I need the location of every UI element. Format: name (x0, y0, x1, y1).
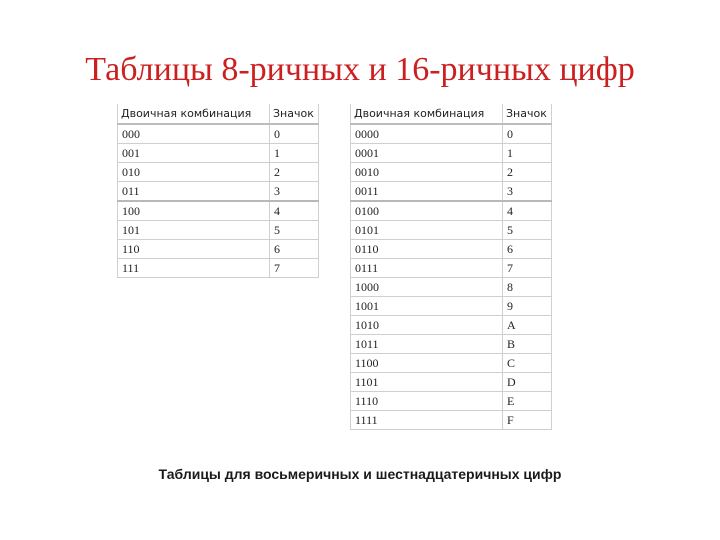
table-row (118, 182, 319, 202)
binary-code-cell: 1011 (351, 335, 503, 354)
table-row (118, 124, 319, 144)
column-header-symbol: Значок (270, 104, 319, 124)
binary-code-cell: 0111 (351, 259, 503, 278)
table-row (351, 163, 552, 182)
table-row (118, 259, 319, 278)
table-header-row (351, 104, 552, 124)
digit-symbol-cell: 4 (270, 201, 319, 221)
digit-symbol-cell: 3 (503, 182, 552, 202)
table-row (351, 411, 552, 430)
binary-code-cell: 0011 (351, 182, 503, 202)
digit-symbol-cell: E (503, 392, 552, 411)
binary-code-cell: 0010 (351, 163, 503, 182)
binary-code-cell: 011 (118, 182, 270, 202)
binary-code-cell: 1101 (351, 373, 503, 392)
binary-code-cell: 0001 (351, 144, 503, 163)
table-row (351, 259, 552, 278)
octal-digits-table (117, 104, 319, 278)
binary-code-cell: 000 (118, 124, 270, 144)
table-row (351, 316, 552, 335)
digit-symbol-cell: 7 (270, 259, 319, 278)
table-row (351, 221, 552, 240)
column-header-binary: Двоичная комбинация (351, 104, 503, 124)
table-row (351, 124, 552, 144)
digit-symbol-cell: 0 (503, 124, 552, 144)
table-row (351, 278, 552, 297)
table-body (351, 124, 552, 430)
digit-symbol-cell: 2 (270, 163, 319, 182)
digit-symbol-cell: 9 (503, 297, 552, 316)
binary-code-cell: 1001 (351, 297, 503, 316)
table-row (351, 144, 552, 163)
digit-symbol-cell: F (503, 411, 552, 430)
binary-code-cell: 1111 (351, 411, 503, 430)
table-row (351, 201, 552, 221)
table-row (351, 392, 552, 411)
digit-symbol-cell: 3 (270, 182, 319, 202)
binary-code-cell: 111 (118, 259, 270, 278)
table-row (351, 335, 552, 354)
digit-symbol-cell: D (503, 373, 552, 392)
table-row (351, 240, 552, 259)
hex-digits-table (350, 104, 552, 430)
digit-symbol-cell: 6 (270, 240, 319, 259)
digit-symbol-cell: C (503, 354, 552, 373)
binary-code-cell: 010 (118, 163, 270, 182)
digit-symbol-cell: 7 (503, 259, 552, 278)
digit-symbol-cell: 8 (503, 278, 552, 297)
column-header-symbol: Значок (503, 104, 552, 124)
binary-code-cell: 0100 (351, 201, 503, 221)
table-row (351, 354, 552, 373)
binary-code-cell: 1000 (351, 278, 503, 297)
binary-code-cell: 1100 (351, 354, 503, 373)
column-header-binary: Двоичная комбинация (118, 104, 270, 124)
digit-symbol-cell: 1 (270, 144, 319, 163)
binary-code-cell: 1110 (351, 392, 503, 411)
binary-code-cell: 110 (118, 240, 270, 259)
table-row (118, 221, 319, 240)
digit-symbol-cell: 2 (503, 163, 552, 182)
table-row (118, 201, 319, 221)
digit-symbol-cell: 5 (270, 221, 319, 240)
digit-symbol-cell: A (503, 316, 552, 335)
table-row (118, 240, 319, 259)
table-row (351, 373, 552, 392)
table-row (351, 182, 552, 202)
table-body (118, 124, 319, 278)
digit-symbol-cell: 4 (503, 201, 552, 221)
binary-code-cell: 001 (118, 144, 270, 163)
digit-symbol-cell: 0 (270, 124, 319, 144)
binary-code-cell: 1010 (351, 316, 503, 335)
digit-symbol-cell: B (503, 335, 552, 354)
binary-code-cell: 101 (118, 221, 270, 240)
binary-code-cell: 100 (118, 201, 270, 221)
digit-symbol-cell: 1 (503, 144, 552, 163)
digit-symbol-cell: 5 (503, 221, 552, 240)
figure-caption: Таблицы для восьмеричных и шестнадцатеричных цифр (158, 466, 562, 482)
binary-code-cell: 0101 (351, 221, 503, 240)
binary-code-cell: 0000 (351, 124, 503, 144)
binary-code-cell: 0110 (351, 240, 503, 259)
slide-title: Таблицы 8-ричных и 16-ричных цифр (85, 51, 635, 88)
table-row (118, 163, 319, 182)
table-row (118, 144, 319, 163)
table-header-row (118, 104, 319, 124)
table-row (351, 297, 552, 316)
digit-symbol-cell: 6 (503, 240, 552, 259)
